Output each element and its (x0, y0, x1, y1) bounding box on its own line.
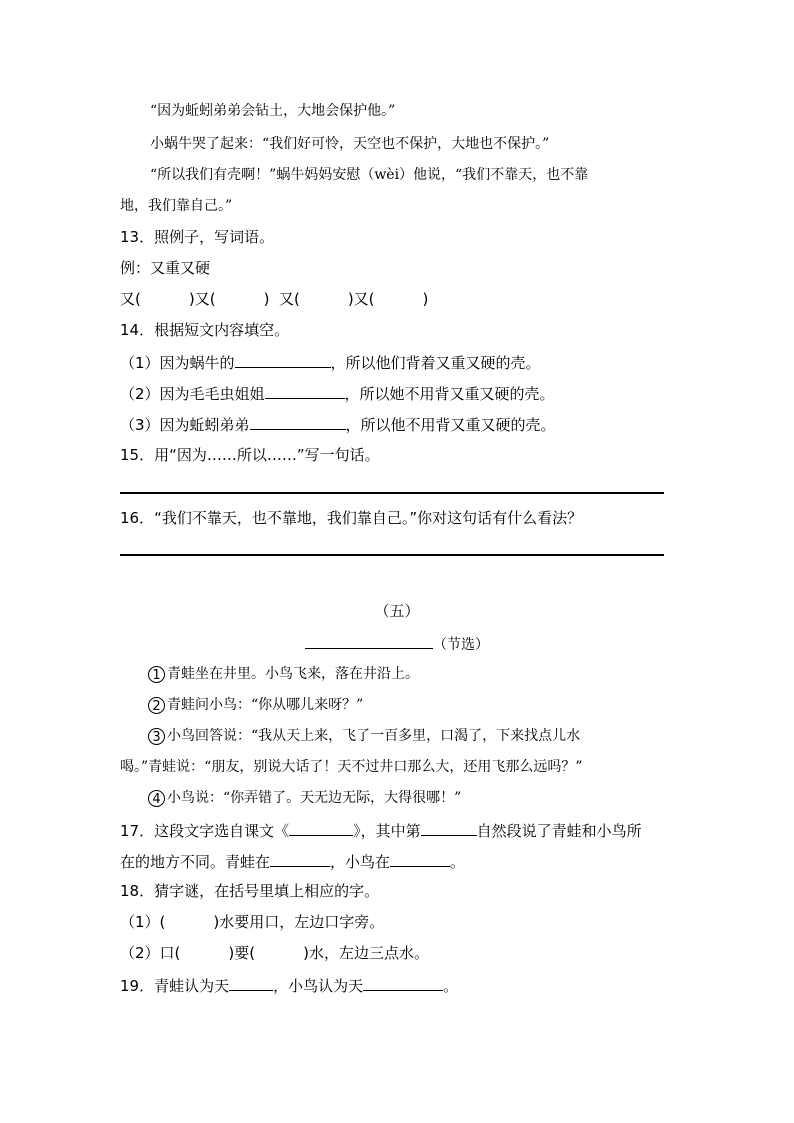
passage-paragraph-4: 4 小鸟说：“你弄错了。天无边无际，大得很哪！” (148, 788, 461, 808)
question-13-example: 例：又重又硬 (120, 259, 211, 277)
answer-blank-17-paragraph[interactable] (421, 819, 477, 836)
item-2-prefix: （2）因为毛毛虫姐姐 (120, 385, 265, 403)
answer-blank-14-3[interactable] (250, 413, 346, 430)
circled-number-4: 4 (148, 790, 165, 807)
story-paragraph-3-line-2: 地，我们靠自己。” (120, 198, 233, 214)
paren-close: ) (422, 290, 429, 308)
section-heading: （五） (374, 602, 420, 620)
question-15-label: 15．用“因为……所以……”写一句话。 (120, 446, 380, 464)
you-2: )又( (188, 290, 216, 308)
passage-paragraph-2: 2 青蛙问小鸟：“你从哪儿来呀？” (148, 695, 363, 715)
answer-blank-17-bird[interactable] (390, 850, 450, 867)
title-blank[interactable] (305, 632, 433, 649)
circled-number-3: 3 (148, 728, 165, 745)
passage-paragraph-3-line-2: 喝。”青蛙说：“朋友，别说大话了！天不过井口那么大，还用飞那么远吗？” (120, 759, 583, 775)
item-3-suffix: ，所以他不用背又重又硬的壳。 (345, 416, 556, 434)
question-14-item-2 (120, 382, 555, 404)
item-1-suffix: ，所以他们背着又重又硬的壳。 (330, 354, 541, 372)
question-14-item-3 (120, 413, 556, 435)
story-paragraph-3-line-1: “所以我们有壳啊！”蜗牛妈妈安慰（wèi）他说，“我们不靠天，也不靠 (150, 167, 589, 183)
question-17-line-2: 在的地方不同。青蛙在 ，小鸟在 。 (120, 850, 465, 872)
excerpt-note: （节选） (433, 637, 489, 653)
question-17-line-1: 17．这段文字选自课文《 》，其中第 自然段说了青蛙和小鸟所 (120, 819, 642, 841)
question-13-answer-row (120, 289, 428, 309)
item-2-suffix: ，所以她不用背又重又硬的壳。 (344, 385, 555, 403)
answer-blank-17-frog[interactable] (270, 850, 330, 867)
title-line (0, 632, 794, 654)
question-19: 19．青蛙认为天 ，小鸟认为天 。 (120, 974, 458, 996)
story-paragraph-1: “因为蚯蚓弟弟会钻土，大地会保护他。” (150, 103, 396, 119)
passage-paragraph-1: 1 青蛙坐在井里。小鸟飞来，落在井沿上。 (148, 664, 419, 684)
answer-line-15[interactable] (120, 492, 664, 494)
question-18-label: 18．猜字谜，在括号里填上相应的字。 (120, 882, 380, 900)
answer-blank-19-frog[interactable] (229, 974, 273, 991)
question-18-item-1: （1）( )水要用口，左边口字旁。 (120, 913, 385, 931)
you-3: ) 又( (263, 290, 300, 308)
question-16-label: 16．“我们不靠天，也不靠地，我们靠自己。”你对这句话有什么看法？ (120, 509, 583, 527)
answer-blank-14-1[interactable] (235, 351, 331, 368)
question-18-item-2: （2）口( )要( )水，左边三点水。 (120, 944, 429, 962)
you-1: 又( (120, 290, 141, 308)
answer-blank-14-2[interactable] (265, 382, 345, 399)
question-14-item-1 (120, 351, 541, 373)
answer-line-16[interactable] (120, 554, 664, 556)
circled-number-2: 2 (148, 697, 165, 714)
item-1-prefix: （1）因为蜗牛的 (120, 354, 235, 372)
item-3-prefix: （3）因为蚯蚓弟弟 (120, 416, 250, 434)
passage-paragraph-3-line-1: 3 小鸟回答说：“我从天上来，飞了一百多里，口渴了，下来找点儿水 (148, 726, 580, 746)
circled-number-1: 1 (148, 666, 165, 683)
story-paragraph-2: 小蜗牛哭了起来：“我们好可怜，天空也不保护，大地也不保护。” (150, 136, 550, 152)
question-13-label: 13．照例子，写词语。 (120, 228, 275, 246)
answer-blank-17-title[interactable] (289, 819, 353, 836)
you-4: )又( (347, 290, 375, 308)
answer-blank-19-bird[interactable] (363, 974, 443, 991)
question-14-label: 14．根据短文内容填空。 (120, 321, 290, 339)
